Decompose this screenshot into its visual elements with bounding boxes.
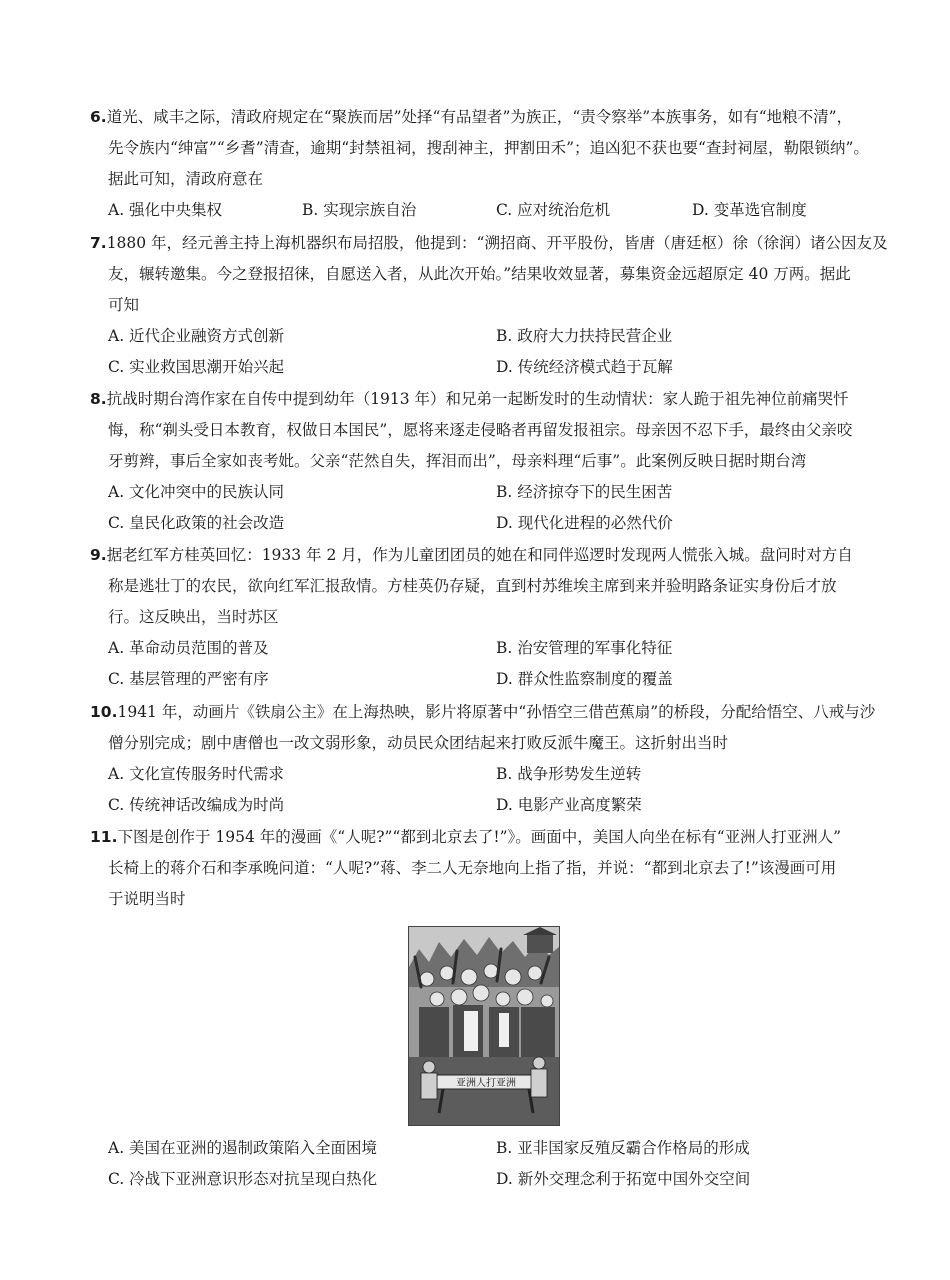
- question-stem: 11.下图是创作于 1954 年的漫画《“人呢?”“都到北京去了!”》。画面中，美国人向坐在标有“亚洲人打亚洲人”: [90, 828, 842, 846]
- question-stem-line: 先令族内“绅富”“乡耆”清查，逾期“封禁祖祠，搜刮神主，押割田禾”；追凶犯不获也要“查封祠屋，勒限锁纳”。: [108, 139, 869, 157]
- bench-text: 亚洲人打亚洲: [456, 1078, 516, 1089]
- option-a[interactable]: A. 革命动员范围的普及: [108, 639, 269, 657]
- question-stem-line: 长椅上的蒋介石和李承晚问道：“人呢?”蒋、李二人无奈地向上指了指，并说：“都到北京去了!”该漫画可用: [108, 859, 837, 877]
- question-stem-line: 牙剪辫，事后全家如丧考妣。父亲“茫然自失，挥泪而出”，母亲料理“后事”。此案例反映日据时期台湾: [108, 452, 807, 470]
- question-stem: 8.抗战时期台湾作家在自传中提到幼年（1913 年）和兄弟一起断发时的生动情状：家人跪于祖先神位前痛哭忏: [90, 390, 849, 408]
- option-d[interactable]: D. 电影产业高度繁荣: [496, 796, 642, 814]
- option-d[interactable]: D. 新外交理念利于拓宽中国外交空间: [496, 1170, 751, 1188]
- question-number: 7.: [90, 234, 107, 252]
- question-stem: 6.道光、咸丰之际，清政府规定在“聚族而居”处择“有品望者”为族正，“责令察举”本族事务，如有“地粮不清”，: [90, 108, 853, 126]
- question-number: 11.: [90, 828, 118, 846]
- option-c[interactable]: C. 冷战下亚洲意识形态对抗呈现白热化: [108, 1170, 378, 1188]
- options-row: [90, 1164, 870, 1195]
- question-9: [90, 540, 870, 695]
- cartoon-illustration: [409, 927, 559, 1125]
- option-b[interactable]: B. 治安管理的军事化特征: [496, 639, 673, 657]
- option-c[interactable]: C. 皇民化政策的社会改造: [108, 514, 285, 532]
- question-8: [90, 384, 870, 539]
- options-row: [90, 759, 870, 790]
- option-c[interactable]: C. 基层管理的严密有序: [108, 670, 269, 688]
- question-6: [90, 102, 870, 226]
- options-row: [90, 508, 870, 539]
- question-11: [90, 822, 870, 915]
- question-stem-line: 友，辗转邀集。今之登报招徕，自愿送入者，从此次开始。”结果收效显著，募集资金远超原定 40 万两。据此: [108, 265, 851, 283]
- options-row: [90, 633, 870, 664]
- option-d[interactable]: D. 变革选官制度: [692, 201, 807, 219]
- options-row: [90, 321, 870, 352]
- options-row: [90, 477, 870, 508]
- question-stem-line: 称是逃壮丁的农民，欲向红军汇报敌情。方桂英仍存疑，直到村苏维埃主席到来并验明路条证实身份后才放: [108, 577, 837, 595]
- question-10: [90, 697, 876, 821]
- options-row: [90, 352, 870, 383]
- option-d[interactable]: D. 群众性监察制度的覆盖: [496, 670, 673, 688]
- option-c[interactable]: C. 实业救国思潮开始兴起: [108, 358, 285, 376]
- option-d[interactable]: D. 传统经济模式趋于瓦解: [496, 358, 673, 376]
- question-stem-line: 于说明当时: [108, 890, 186, 908]
- question-stem-line: 僧分别完成；剧中唐僧也一改文弱形象，动员民众团结起来打败反派牛魔王。这折射出当时: [108, 734, 729, 752]
- option-b[interactable]: B. 政府大力扶持民营企业: [496, 327, 673, 345]
- question-stem: 9.据老红军方桂英回忆：1933 年 2 月，作为儿童团团员的她在和同伴巡逻时发现两人慌张入城。盘问时对方自: [90, 546, 853, 564]
- option-d[interactable]: D. 现代化进程的必然代价: [496, 514, 673, 532]
- question-stem-line: 悔，称“剃头受日本教育，权做日本国民”，愿将来逐走侵略者再留发报祖宗。母亲因不忍下手，最终由父亲咬: [108, 421, 853, 439]
- option-a[interactable]: A. 美国在亚洲的遏制政策陷入全面困境: [108, 1139, 378, 1157]
- option-c[interactable]: C. 应对统治危机: [496, 201, 611, 219]
- option-b[interactable]: B. 战争形势发生逆转: [496, 765, 642, 783]
- options-row: [90, 790, 870, 821]
- question-stem: 7.1880 年，经元善主持上海机器织布局招股，他提到：“溯招商、开平股份，皆唐（唐廷枢）徐（徐润）诸公因友及: [90, 234, 888, 252]
- cartoon-figure: [408, 926, 560, 1126]
- question-number: 10.: [90, 703, 118, 721]
- options-row: [90, 664, 870, 695]
- question-number: 8.: [90, 390, 107, 408]
- options-row: [90, 1133, 870, 1164]
- question-stem-line: 据此可知，清政府意在: [108, 170, 264, 188]
- options-row: [90, 195, 870, 226]
- question-11-options: [90, 1133, 870, 1195]
- question-number: 9.: [90, 546, 107, 564]
- option-a[interactable]: A. 强化中央集权: [108, 201, 223, 219]
- question-stem: 10.1941 年，动画片《铁扇公主》在上海热映，影片将原著中“孙悟空三借芭蕉扇”的桥段，分配给悟空、八戒与沙: [90, 703, 876, 721]
- question-number: 6.: [90, 108, 107, 126]
- option-b[interactable]: B. 亚非国家反殖反霸合作格局的形成: [496, 1139, 750, 1157]
- option-a[interactable]: A. 文化宣传服务时代需求: [108, 765, 285, 783]
- option-b[interactable]: B. 实现宗族自治: [302, 201, 417, 219]
- option-a[interactable]: A. 近代企业融资方式创新: [108, 327, 285, 345]
- option-b[interactable]: B. 经济掠夺下的民生困苦: [496, 483, 673, 501]
- option-c[interactable]: C. 传统神话改编成为时尚: [108, 796, 285, 814]
- question-stem-line: 可知: [108, 296, 140, 314]
- question-7: [90, 228, 888, 383]
- question-stem-line: 行。这反映出，当时苏区: [108, 608, 279, 626]
- option-a[interactable]: A. 文化冲突中的民族认同: [108, 483, 285, 501]
